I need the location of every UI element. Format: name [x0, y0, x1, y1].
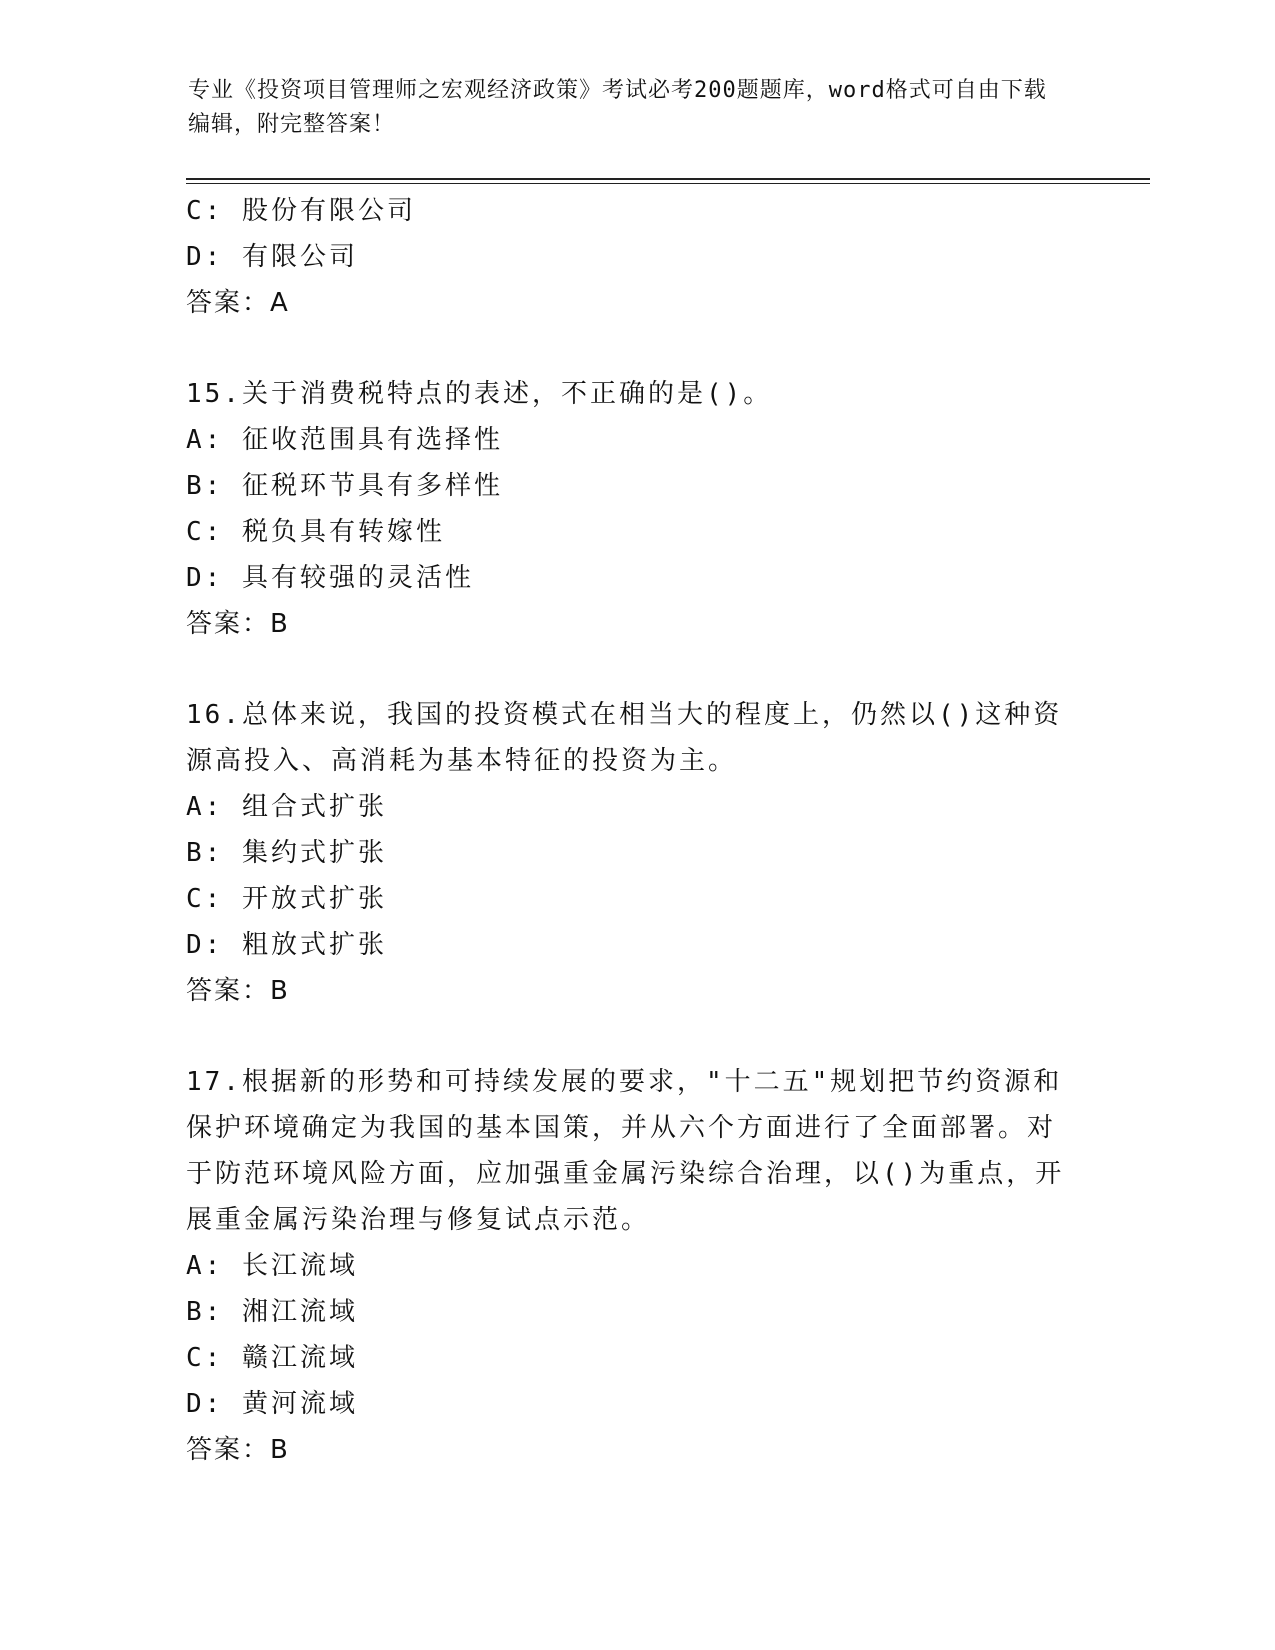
option-a: A: 组合式扩张 — [186, 792, 387, 822]
question-stem: 15.关于消费税特点的表述，不正确的是()。 — [186, 379, 773, 409]
option-c: C: 税负具有转嫁性 — [186, 517, 445, 547]
option-d: D: 黄河流域 — [186, 1389, 358, 1419]
question-17 — [186, 1059, 1086, 1473]
spacer — [186, 647, 1086, 692]
prev-question-tail — [186, 188, 1086, 326]
question-stem: 16.总体来说，我国的投资模式在相当大的程度上，仍然以()这种资源高投入、高消耗为基本特征的投资为主。 — [186, 700, 1063, 776]
header-rule — [186, 178, 1150, 180]
option-d: D: 粗放式扩张 — [186, 930, 387, 960]
document-body — [186, 188, 1086, 1473]
question-stem: 17.根据新的形势和可持续发展的要求，"十二五"规划把节约资源和保护环境确定为我国的基本国策，并从六个方面进行了全面部署。对于防范环境风险方面，应加强重金属污染综合治理，以()为重点，开展重金属污染治理与修复试点示范。 — [186, 1067, 1065, 1235]
page-header: 专业《投资项目管理师之宏观经济政策》考试必考200题题库，word格式可自由下载编辑，附完整答案！ — [188, 78, 1047, 137]
option-a: A: 长江流域 — [186, 1251, 358, 1281]
option-c: C: 开放式扩张 — [186, 884, 387, 914]
spacer — [186, 326, 1086, 371]
answer: 答案：A — [186, 288, 290, 318]
answer: 答案：B — [186, 1435, 290, 1465]
answer: 答案：B — [186, 609, 290, 639]
option-c: C: 股份有限公司 — [186, 196, 416, 226]
question-16 — [186, 692, 1086, 1014]
spacer — [186, 1014, 1086, 1059]
option-b: B: 湘江流域 — [186, 1297, 358, 1327]
answer: 答案：B — [186, 976, 290, 1006]
option-d: D: 具有较强的灵活性 — [186, 563, 474, 593]
option-c: C: 赣江流域 — [186, 1343, 358, 1373]
option-b: B: 征税环节具有多样性 — [186, 471, 503, 501]
question-15 — [186, 371, 1086, 647]
option-a: A: 征收范围具有选择性 — [186, 425, 503, 455]
header-rule-thin — [186, 183, 1150, 184]
option-d: D: 有限公司 — [186, 242, 358, 272]
option-b: B: 集约式扩张 — [186, 838, 387, 868]
